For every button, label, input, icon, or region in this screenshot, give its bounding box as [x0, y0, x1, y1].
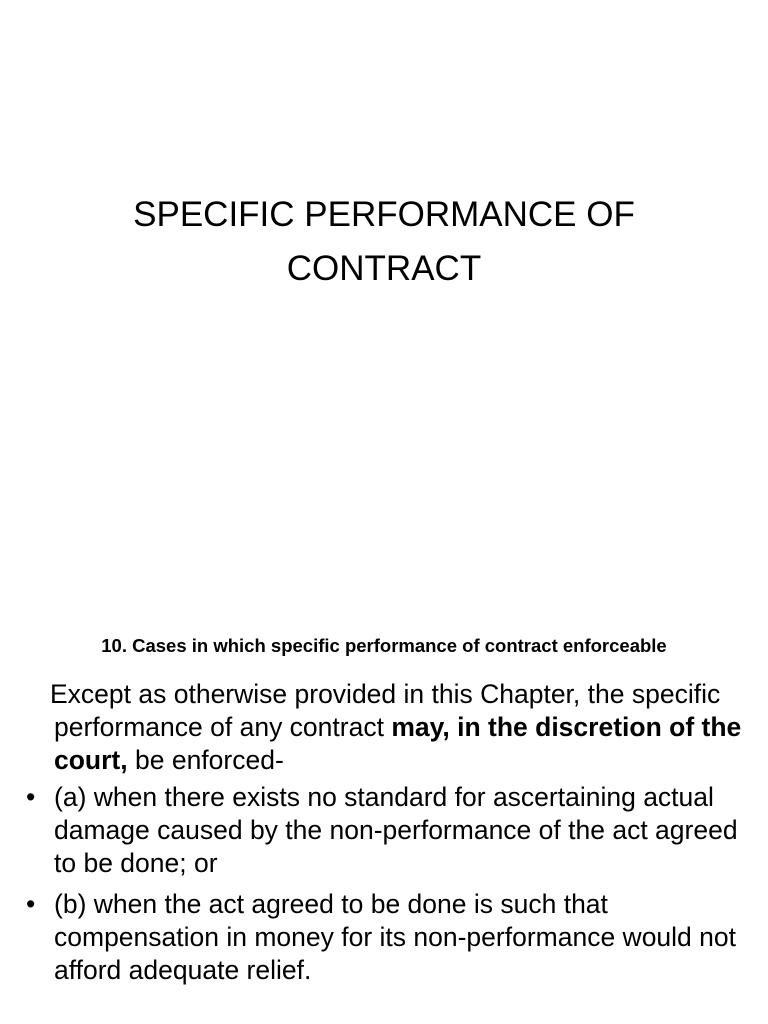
intro-paragraph [24, 678, 754, 777]
bullet-item-b [24, 888, 754, 987]
bullet-text-b: (b) when the act agreed to be done is such that compensation in money for its non-performance would not afford adequate relief. [54, 889, 736, 985]
intro-text-start: Except as otherwise provided in this Chapter, the specific performance of any contract [50, 679, 721, 742]
bullet-list [24, 781, 754, 987]
intro-text-end: be enforced- [127, 745, 284, 775]
title-line-2: CONTRACT [286, 249, 482, 288]
slide-body [24, 678, 754, 995]
bullet-item-a [24, 781, 754, 880]
slide-title [0, 188, 768, 296]
section-heading: 10. Cases in which specific performance of contract enforceable [101, 635, 667, 656]
bullet-icon: • [26, 889, 36, 919]
content-slide [0, 512, 768, 1024]
bullet-text-a: (a) when there exists no standard for ascertaining actual damage caused by the non-performance of the act agreed to be done; or [54, 782, 738, 878]
title-line-1: SPECIFIC PERFORMANCE OF [133, 195, 635, 234]
intro-bold-phrase: may, in the discretion of the court, [54, 712, 742, 775]
bullet-icon: • [26, 782, 36, 812]
